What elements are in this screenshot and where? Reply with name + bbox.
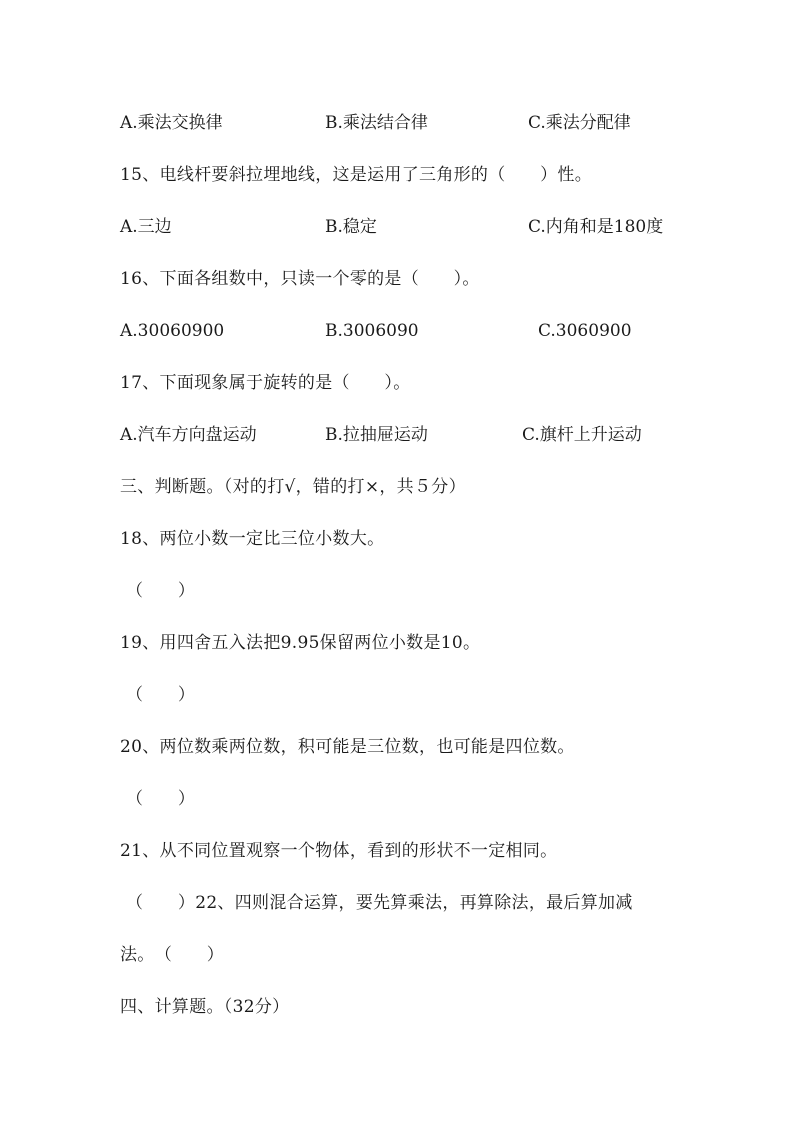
q20-question: 20、两位数乘两位数，积可能是三位数，也可能是四位数。 (120, 737, 575, 757)
q15-option-a: A.三边 (120, 217, 172, 237)
q17-option-b: B.拉抽屉运动 (325, 425, 428, 445)
q18-question: 18、两位小数一定比三位小数大。 (120, 529, 385, 549)
q22-question-line2: 法。 （ ） (120, 945, 225, 965)
q14-option-a: A.乘法交换律 (120, 113, 223, 133)
q15-option-c: C.内角和是180度 (528, 217, 664, 237)
q19-question: 19、用四舍五入法把9.95保留两位小数是10。 (120, 633, 481, 653)
q14-option-b: B.乘法结合律 (325, 113, 428, 133)
q16-option-c: C.3060900 (538, 321, 632, 341)
q20-answer-blank: （ ） (126, 789, 196, 809)
q22-question-line1: （ ）22、四则混合运算，要先算乘法，再算除法，最后算加减 (126, 893, 633, 913)
q17-option-c: C.旗杆上升运动 (522, 425, 642, 445)
q14-option-c: C.乘法分配律 (528, 113, 631, 133)
section4-heading: 四、计算题。（32分） (120, 997, 290, 1017)
q19-answer-blank: （ ） (126, 685, 196, 705)
section3-heading: 三、判断题。（对的打√，错的打×，共５分） (120, 477, 466, 497)
q16-option-b: B.3006090 (325, 321, 419, 341)
q16-question: 16、下面各组数中，只读一个零的是（ ）。 (120, 269, 480, 289)
q17-option-a: A.汽车方向盘运动 (120, 425, 257, 445)
q17-question: 17、下面现象属于旋转的是（ ）。 (120, 373, 411, 393)
q15-option-b: B.稳定 (325, 217, 377, 237)
q18-answer-blank: （ ） (126, 581, 196, 601)
q15-question: 15、电线杆要斜拉埋地线，这是运用了三角形的（ ）性。 (120, 165, 593, 185)
q21-question: 21、从不同位置观察一个物体，看到的形状不一定相同。 (120, 841, 558, 861)
q16-option-a: A.30060900 (120, 321, 225, 341)
